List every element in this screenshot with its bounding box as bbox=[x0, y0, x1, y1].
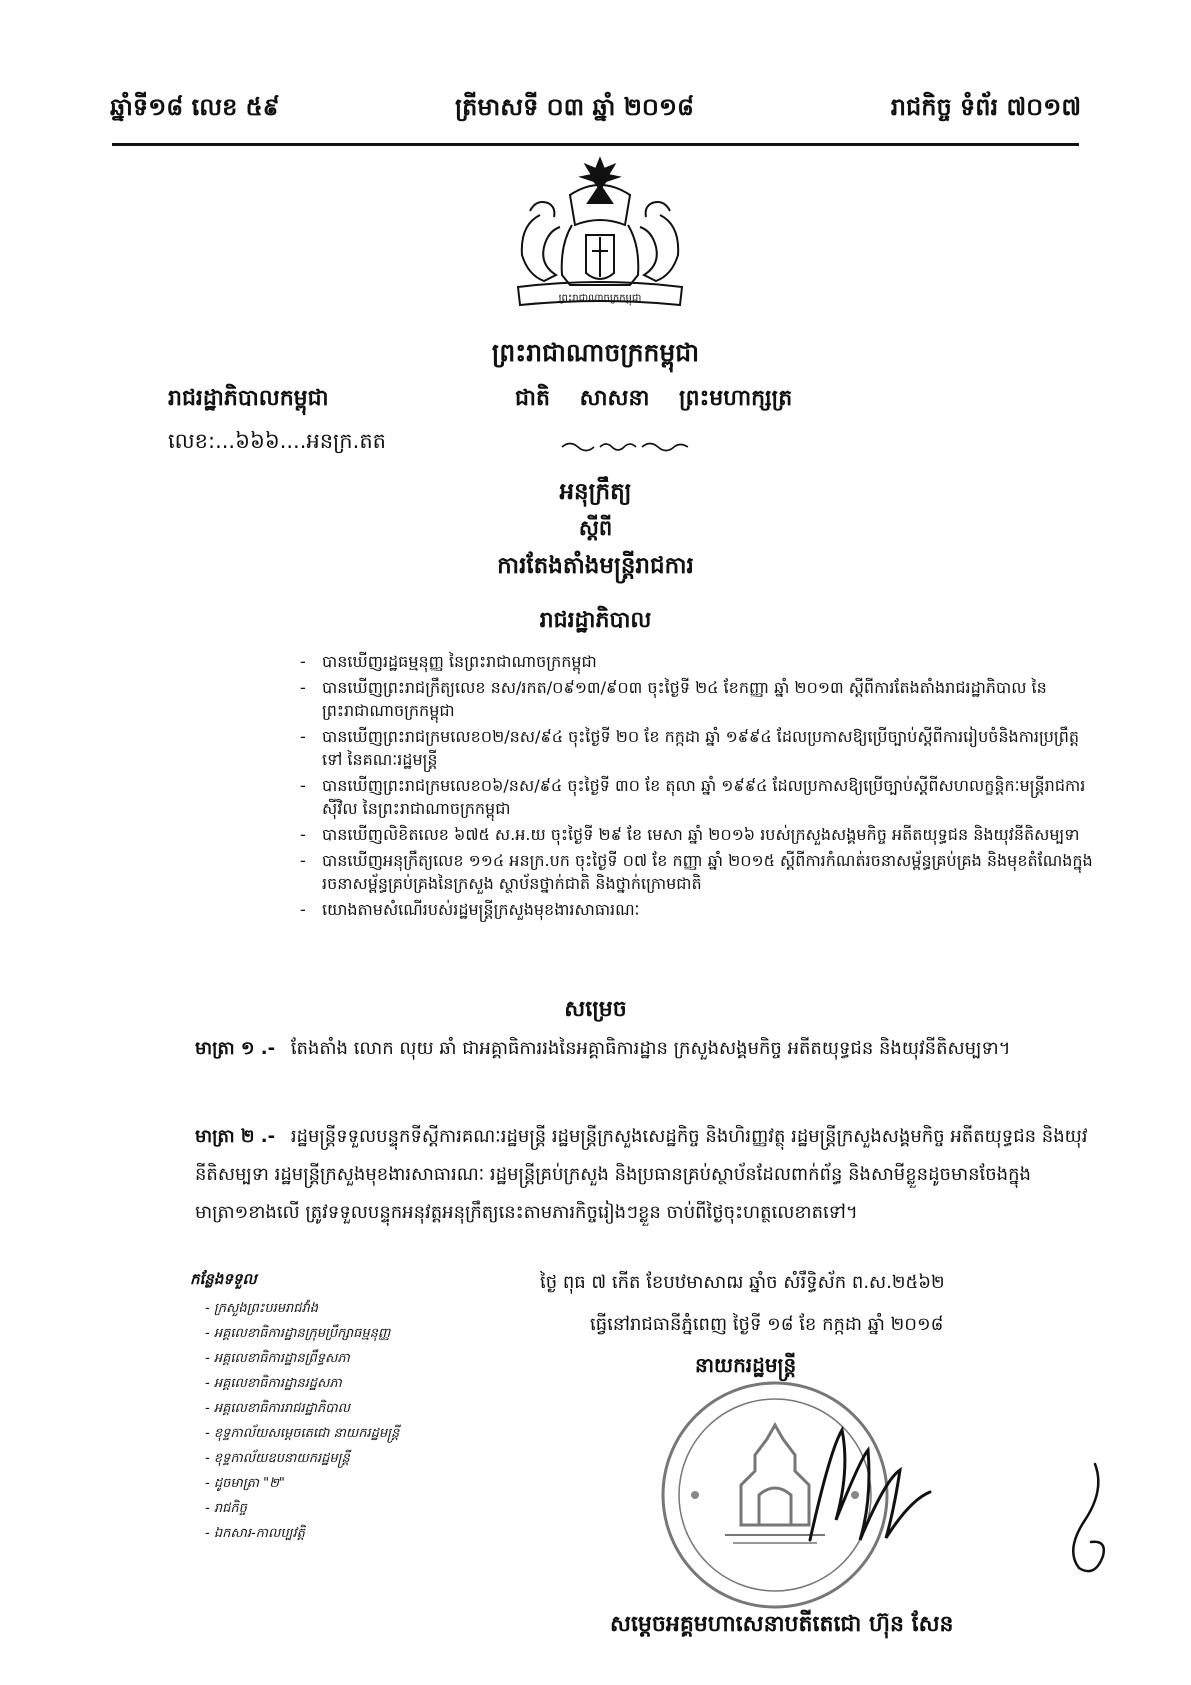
emblem-banner-text: ព្រះរាជាណាចក្រកម្ពុជា bbox=[558, 293, 642, 304]
signer-name: សម្តេចអគ្គមហាសេនាបតីតេជោ ហ៊ុន សែន bbox=[610, 1612, 954, 1637]
visa-item: - បានឃើញលិខិតលេខ ៦៧៥ ស.អ.យ ចុះថ្ងៃទី ២៩ ខែ មេសា ឆ្នាំ ២០១៦ របស់ក្រសួងសង្គមកិច្ច អតីតយុទ្ធជន និងយុវនីតិសម្បទា bbox=[296, 823, 1096, 846]
kingdom-title: ព្រះរាជាណាចក្រកម្ពុជា bbox=[491, 338, 700, 367]
article-2-text: រដ្ឋមន្ត្រីទទួលបន្ទុកទីស្តីការគណៈរដ្ឋមន្ត្រី រដ្ឋមន្ត្រីក្រសួងសេដ្ឋកិច្ច និងហិរញ្ញវត្ថុ រដ្ឋមន្ត្រីក្រសួងសង្គមកិច្ច អតីតយុទ្ធជន និងយុវនីតិសម្បទា រដ្ឋមន្ត្រីក្រសួងមុខងារសាធារណៈ រដ្ឋមន្ត្រីគ្រប់ក្រសួង និងប្រធានគ្រប់ស្ថាប័នដែលពាក់ព័ន្ធ និងសាមីខ្លួនដូចមានចែងក្នុងមាត្រា១ខាងលើ ត្រូវទទួលបន្ទុកអនុវត្តអនុក្រឹត្យនេះតាមភារកិច្ចរៀងៗខ្លួន ចាប់ពីថ្ងៃចុះហត្ថលេខាតទៅ។ bbox=[195, 1126, 1088, 1223]
prime-minister-title: នាយករដ្ឋមន្ត្រី bbox=[695, 1353, 797, 1377]
visa-list bbox=[296, 650, 1096, 924]
article-2 bbox=[195, 1118, 1100, 1232]
header-issue-info: ឆ្នាំទី១៨ លេខ ៥៩ bbox=[110, 93, 280, 121]
recipient-item: - អគ្គលេខាធិការដ្ឋានព្រឹទ្ធសភា bbox=[205, 1346, 399, 1371]
recipients-heading: កន្លែងទទួល bbox=[190, 1270, 257, 1288]
recipient-item: - អគ្គលេខាធិការដ្ឋានរដ្ឋសភា bbox=[205, 1371, 399, 1396]
visa-item: - បានឃើញព្រះរាជក្រមលេខ០៦/នស/៩៤ ចុះថ្ងៃទី ៣០ ខែ តុលា ឆ្នាំ ១៩៩៤ ដែលប្រកាសឱ្យប្រើច្បាប់ស្តីពីសហលក្ខន្តិកៈមន្ត្រីរាជការស៊ីវិល នៃព្រះរាជាណាចក្រកម្ពុជា bbox=[296, 774, 1096, 820]
visa-item: - បានឃើញព្រះរាជក្រមលេខ០២/នស/៩៤ ចុះថ្ងៃទី ២០ ខែ កក្កដា ឆ្នាំ ១៩៩៤ ដែលប្រកាសឱ្យប្រើច្បាប់ស្តីពីការរៀបចំនិងការប្រព្រឹត្តទៅ នៃគណៈរដ្ឋមន្ត្រី bbox=[296, 725, 1096, 771]
recipient-item: - អគ្គលេខាធិការដ្ឋានក្រុមប្រឹក្សាធម្មនុញ្ញ bbox=[205, 1321, 399, 1346]
visa-item: - បានឃើញអនុក្រឹត្យលេខ ១១៤ អនក្រ.បក ចុះថ្ងៃទី ០៧ ខែ កញ្ញា ឆ្នាំ ២០១៥ ស្តីពីការកំណត់រចនាសម្ព័ន្ធគ្រប់គ្រង និងមុខតំណែងក្នុងរចនាសម្ព័ន្ធគ្រប់គ្រងនៃក្រសួង ស្ថាប័នថ្នាក់ជាតិ និងថ្នាក់ក្រោមជាតិ bbox=[296, 849, 1096, 895]
document-subject: ការតែងតាំងមន្ត្រីរាជការ bbox=[497, 553, 694, 579]
government-name: រាជរដ្ឋាភិបាលកម្ពុជា bbox=[168, 386, 329, 411]
document-type-title: អនុក្រឹត្យ bbox=[559, 479, 632, 505]
royal-coat-of-arms-icon bbox=[500, 155, 700, 330]
visa-item: - បានឃើញរដ្ឋធម្មនុញ្ញ នៃព្រះរាជាណាចក្រកម្ពុជា bbox=[296, 650, 1096, 673]
recipient-item: - ក្រសួងព្រះបរមរាជវាំង bbox=[205, 1296, 399, 1321]
header-page-number: រាជកិច្ច ទំព័រ ៧០១៧ bbox=[890, 93, 1081, 121]
visa-item: - យោងតាមសំណើរបស់រដ្ឋមន្ត្រីក្រសួងមុខងារសាធារណៈ bbox=[296, 898, 1096, 921]
signature-flourish-icon bbox=[1055, 1460, 1115, 1580]
ornament-divider-icon bbox=[560, 438, 690, 456]
article-1-label: មាត្រា ១ .- bbox=[195, 1038, 276, 1059]
visa-item: - បានឃើញព្រះរាជក្រឹត្យលេខ នស/រកត/០៩១៣/៩០៣ ចុះថ្ងៃទី ២៤ ខែកញ្ញា ឆ្នាំ ២០១៣ ស្តីពីការតែងតាំងរាជរដ្ឋាភិបាល នៃព្រះរាជាណាចក្រកម្ពុជា bbox=[296, 676, 1096, 722]
handwritten-signature-icon bbox=[790, 1410, 940, 1560]
recipient-item: - ដូចមាត្រា "២" bbox=[205, 1471, 399, 1496]
recipients-list bbox=[205, 1296, 399, 1546]
decision-heading: សម្រេច bbox=[564, 997, 627, 1022]
article-1 bbox=[195, 1030, 1100, 1068]
national-motto: ជាតិ សាសនា ព្រះមហាក្សត្រ bbox=[515, 386, 793, 411]
header-divider bbox=[112, 143, 1079, 146]
article-2-label: មាត្រា ២ .- bbox=[195, 1126, 276, 1147]
document-about-label: ស្តីពី bbox=[578, 516, 613, 540]
recipient-item: - ឯកសារ-កាលប្បវត្តិ bbox=[205, 1521, 399, 1546]
article-1-text: តែងតាំង លោក លុយ ឆាំ ជាអគ្គាធិការរងនៃអគ្គាធិការដ្ឋាន ក្រសួងសង្គមកិច្ច អតីតយុទ្ធជន និងយុវនីតិសម្បទា។ bbox=[290, 1038, 1011, 1059]
lunar-date: ថ្ងៃ ពុធ ៧ កើត ខែបឋមាសាឍ ឆ្នាំច សំរឹទ្ធិស័ក ព.ស.២៥៦២ bbox=[540, 1272, 945, 1293]
recipient-item: - ខុទ្ទកាល័យសម្តេចតេជោ នាយករដ្ឋមន្ត្រី bbox=[205, 1421, 399, 1446]
recipient-item: - ខុទ្ទកាល័យឧបនាយករដ្ឋមន្ត្រី bbox=[205, 1446, 399, 1471]
header-quarter: ត្រីមាសទី ០៣ ឆ្នាំ ២០១៨ bbox=[455, 93, 695, 121]
reference-number: លេខ:...៦៦៦....អនក្រ.តត bbox=[168, 429, 386, 453]
recipient-item: - អគ្គលេខាធិការរាជរដ្ឋាភិបាល bbox=[205, 1396, 399, 1421]
recipient-item: - រាជកិច្ច bbox=[205, 1496, 399, 1521]
solar-date: ធ្វើនៅរាជធានីភ្នំពេញ ថ្ងៃទី ១៨ ខែ កក្កដា ឆ្នាំ ២០១៨ bbox=[590, 1314, 944, 1335]
issuing-authority: រាជរដ្ឋាភិបាល bbox=[539, 608, 652, 633]
